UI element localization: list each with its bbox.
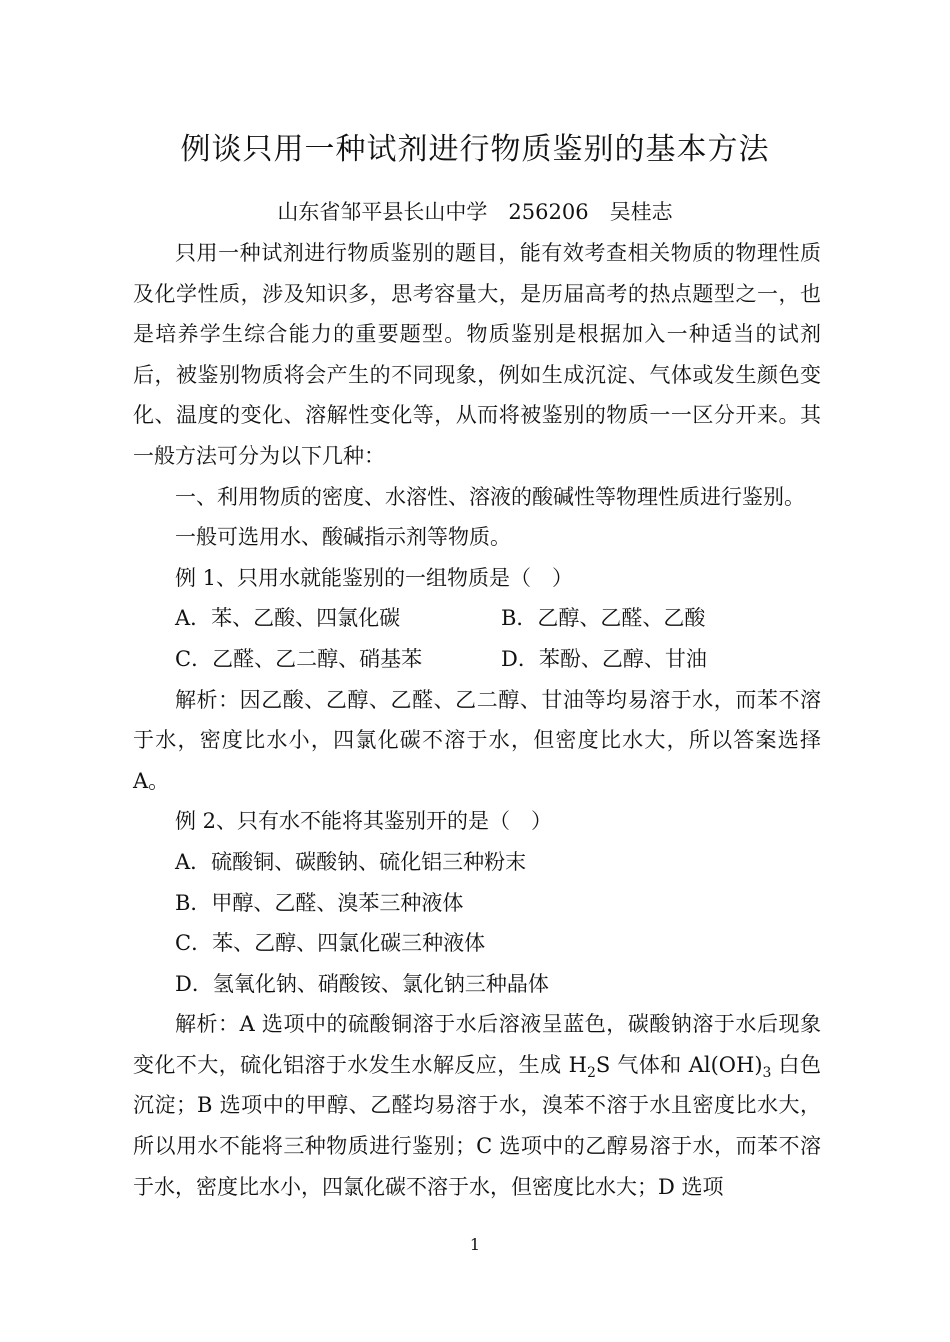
aloh3-subscript: 3 [762, 1064, 772, 1081]
example-1-option-c: C．乙醛、乙二醇、硝基苯 [175, 646, 423, 671]
section-1-note: 一般可选用水、酸碱指示剂等物质。 [175, 525, 511, 550]
h2s-subscript: 2 [586, 1064, 596, 1081]
article-title: 例谈只用一种试剂进行物质鉴别的基本方法 [180, 132, 770, 167]
example-2-analysis [133, 1004, 821, 1207]
example-2-option-c: C．苯、乙醇、四氯化碳三种液体 [175, 931, 486, 956]
example-2-analysis-part-3: 白色沉淀；B 选项中的甲醇、乙醛均易溶于水，溴苯不溶于水且密度比水大，所以用水不能将三种物质进行鉴别；C 选项中的乙醇易溶于水，而苯不溶于水，密度比水小，四氯化碳不溶于水，但密度比水大；D 选项 [133, 1052, 821, 1199]
section-1-heading: 一、利用物质的密度、水溶性、溶液的酸碱性等物理性质进行鉴别。 [175, 484, 805, 509]
example-2-option-b: B．甲醇、乙醛、溴苯三种液体 [175, 890, 464, 915]
example-2-option-d: D．氢氧化钠、硝酸铵、氯化钠三种晶体 [175, 971, 549, 996]
example-1-option-a: A．苯、乙酸、四氯化碳 [175, 606, 401, 631]
intro-paragraph: 只用一种试剂进行物质鉴别的题目，能有效考查相关物质的物理性质及化学性质，涉及知识多，思考容量大，是历届高考的热点题型之一，也是培养学生综合能力的重要题型。物质鉴别是根据加入一种适当的试剂后，被鉴别物质将会产生的不同现象，例如生成沉淀、气体或发生颜色变化、温度的变化、溶解性变化等，从而将被鉴别的物质一一区分开来。其一般方法可分为以下几种： [133, 241, 821, 468]
author-byline: 山东省邹平县长山中学 256206 吴桂志 [277, 200, 673, 224]
page-number: 1 [469, 1235, 481, 1254]
example-1-analysis: 解析：因乙酸、乙醇、乙醛、乙二醇、甘油等均易溶于水，而苯不溶于水，密度比水小，四氯化碳不溶于水，但密度比水大，所以答案选择 A。 [133, 687, 821, 793]
example-2-analysis-part-2: S 气体和 Al(OH) [595, 1052, 763, 1077]
article-body [133, 233, 821, 1207]
example-1-options-row-2 [133, 639, 821, 680]
example-1-option-b: B．乙醇、乙醛、乙酸 [501, 606, 706, 631]
example-1-option-d: D．苯酚、乙醇、甘油 [501, 646, 707, 671]
example-2-question: 例 2、只有水不能将其鉴别开的是（ ） [175, 809, 553, 834]
example-1-question: 例 1、只用水就能鉴别的一组物质是（ ） [175, 565, 574, 590]
example-1-options-row-1 [133, 598, 821, 639]
example-2-option-a: A．硫酸铜、碳酸钠、硫化铝三种粉末 [175, 849, 527, 874]
example-2-analysis-part-1: 解析：A 选项中的硫酸铜溶于水后溶液呈蓝色，碳酸钠溶于水后现象变化不大，硫化铝溶于水发生水解反应，生成 H [133, 1012, 821, 1077]
